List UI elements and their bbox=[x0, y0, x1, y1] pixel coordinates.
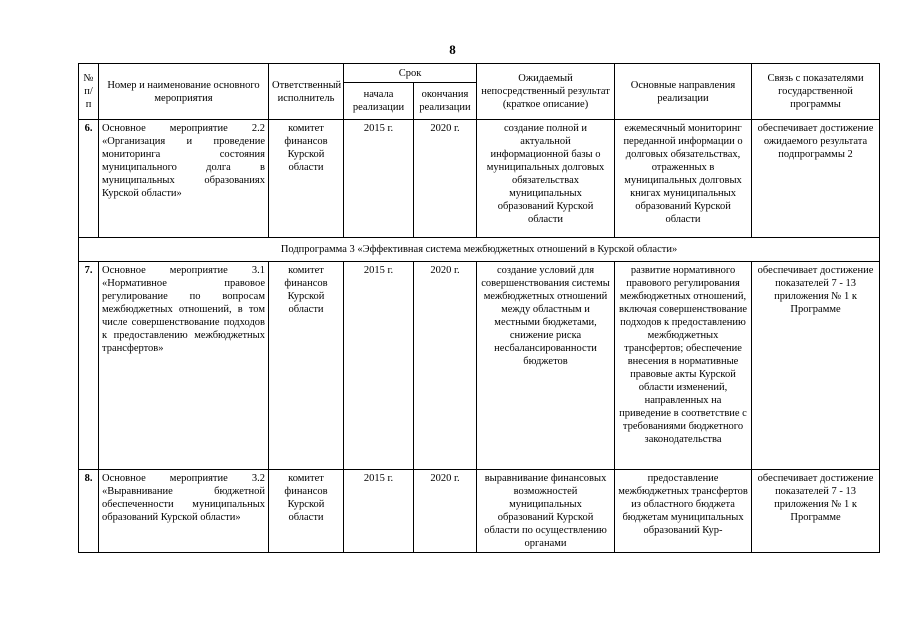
table-row bbox=[79, 120, 880, 238]
row-name: Основное мероприятие 3.1 «Нормативное правовое регулирование по вопросам межбюджетных отношений, в том числе совершенствование подходов к предоставлению межбюджетных трансфертов» bbox=[99, 262, 269, 470]
row-responsible: комитет финансов Курской области bbox=[269, 470, 344, 553]
header-directions: Основные направления реализации bbox=[615, 64, 752, 120]
header-term: Срок bbox=[344, 64, 477, 83]
row-end: 2020 г. bbox=[414, 262, 477, 470]
row-responsible: комитет финансов Курской области bbox=[269, 262, 344, 470]
header-link: Связь с показателями государственной программы bbox=[752, 64, 880, 120]
row-link: обеспечивает достижение ожидаемого результата подпрограммы 2 bbox=[752, 120, 880, 238]
page-number: 8 bbox=[449, 42, 456, 57]
row-num: 6. bbox=[79, 120, 99, 238]
row-responsible: комитет финансов Курской области bbox=[269, 120, 344, 238]
measures-table bbox=[78, 63, 880, 553]
header-result: Ожидаемый непосредственный результат (краткое описание) bbox=[477, 64, 615, 120]
section-title: Подпрограмма 3 «Эффективная система межбюджетных отношений в Курской области» bbox=[79, 238, 880, 262]
row-start: 2015 г. bbox=[344, 470, 414, 553]
header-row bbox=[79, 64, 880, 83]
row-start: 2015 г. bbox=[344, 262, 414, 470]
header-responsible: Ответственный исполнитель bbox=[269, 64, 344, 120]
row-directions: предоставление межбюджетных трансфертов из областного бюджета бюджетам муниципальных образований Кур- bbox=[615, 470, 752, 553]
header-num: № п/п bbox=[79, 64, 99, 120]
row-directions: развитие нормативного правового регулирования межбюджетных отношений, включая совершенствование подходов к предоставлению межбюджетных трансфертов; обеспечение внесения в нормативные правовые акты Курской области изменений, направленных на приведение в соответствие с требованиями бюджетного законодательства bbox=[615, 262, 752, 470]
header-term-end: окончания реализации bbox=[414, 83, 477, 120]
row-result: выравнивание финансовых возможностей муниципальных образований Курской области по осуществлению органами bbox=[477, 470, 615, 553]
table-row bbox=[79, 470, 880, 553]
row-start: 2015 г. bbox=[344, 120, 414, 238]
row-num: 7. bbox=[79, 262, 99, 470]
table-row bbox=[79, 262, 880, 470]
row-link: обеспечивает достижение показателей 7 - 13 приложения № 1 к Программе bbox=[752, 262, 880, 470]
row-result: создание условий для совершенствования системы межбюджетных отношений между областным и местными бюджетами, снижение риска несбалансированности бюджетов bbox=[477, 262, 615, 470]
row-result: создание полной и актуальной информационной базы о муниципальных долговых обязательствах муниципальных образований Курской области bbox=[477, 120, 615, 238]
row-link: обеспечивает достижение показателей 7 - 13 приложения № 1 к Программе bbox=[752, 470, 880, 553]
header-name: Номер и наименование основного мероприятия bbox=[99, 64, 269, 120]
section-row bbox=[79, 238, 880, 262]
row-num: 8. bbox=[79, 470, 99, 553]
row-name: Основное мероприятие 3.2 «Выравнивание бюджетной обеспеченности муниципальных образований Курской области» bbox=[99, 470, 269, 553]
row-directions: ежемесячный мониторинг переданной информации о долговых обязательствах, отраженных в муниципальных долговых книгах муниципальных образований Курской области bbox=[615, 120, 752, 238]
row-name: Основное мероприятие 2.2 «Организация и проведение мониторинга состояния муниципального долга в муниципальных образованиях Курской области» bbox=[99, 120, 269, 238]
header-term-start: начала реализации bbox=[344, 83, 414, 120]
row-end: 2020 г. bbox=[414, 120, 477, 238]
row-end: 2020 г. bbox=[414, 470, 477, 553]
